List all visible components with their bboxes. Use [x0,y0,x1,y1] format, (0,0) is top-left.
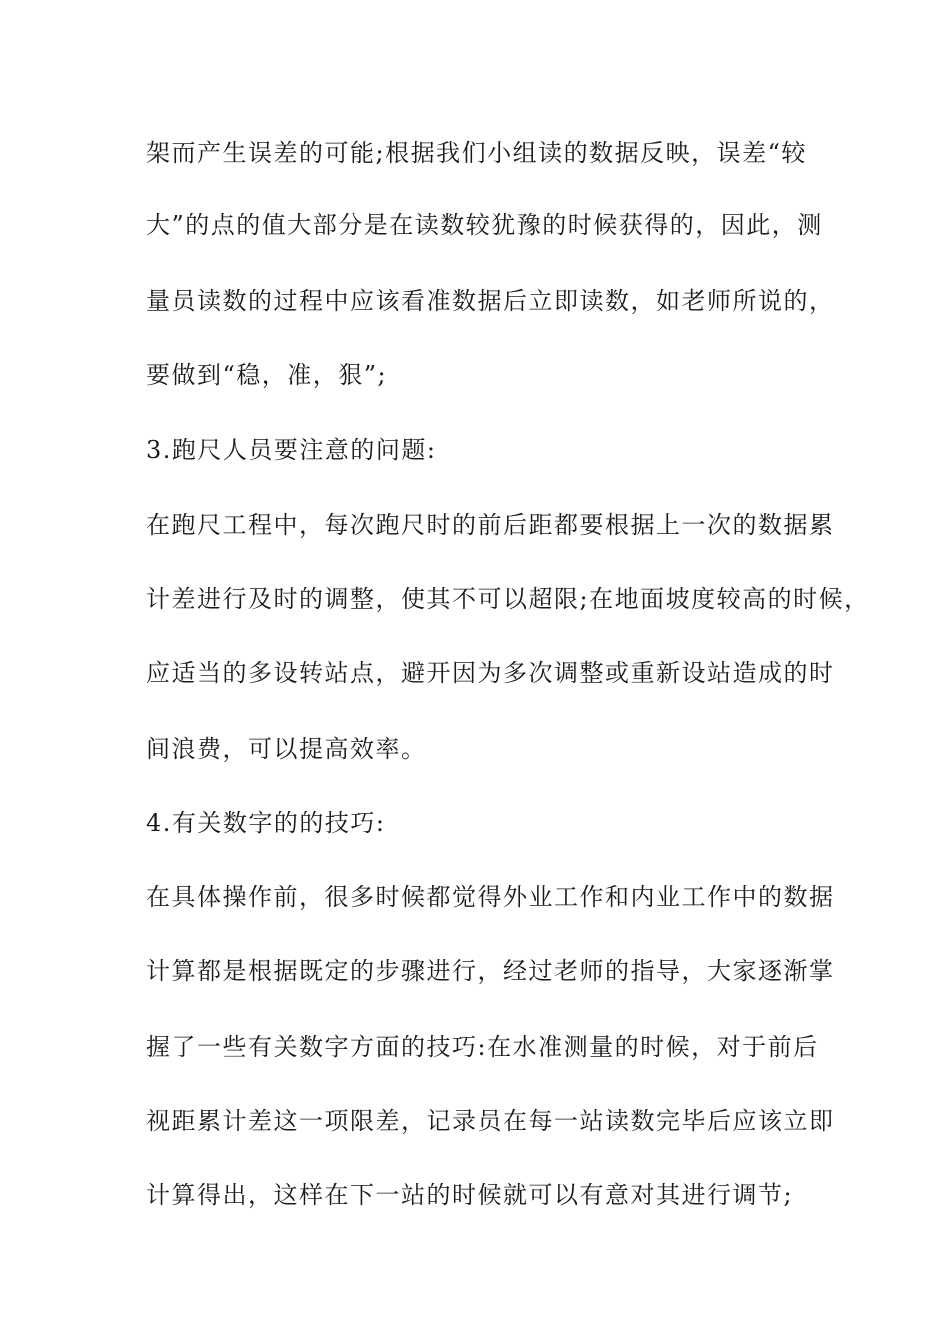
paragraph-line: 架而产生误差的可能;根据我们小组读的数据反映，误差“较 [146,139,807,167]
section-heading: 3.跑尺人员要注意的问题: [146,436,437,464]
section-heading: 4.有关数字的的技巧: [146,809,386,837]
paragraph-line: 计算都是根据既定的步骤进行，经过老师的指导，大家逐渐掌 [146,957,835,985]
paragraph-line: 握了一些有关数字方面的技巧:在水准测量的时候，对于前后 [146,1033,819,1061]
paragraph-line: 计差进行及时的调整，使其不可以超限;在地面坡度较高的时候， [146,585,870,613]
paragraph-line: 大”的点的值大部分是在读数较犹豫的时候获得的，因此，测 [146,211,823,239]
paragraph-line: 在具体操作前，很多时候都觉得外业工作和内业工作中的数据 [146,883,835,911]
paragraph-line: 应适当的多设转站点，避开因为多次调整或重新设站造成的时 [146,659,835,687]
paragraph-line: 要做到“稳，准，狠”; [146,361,388,389]
paragraph-line: 在跑尺工程中，每次跑尺时的前后距都要根据上一次的数据累 [146,511,835,539]
paragraph-line: 间浪费，可以提高效率。 [146,735,427,763]
paragraph-line: 量员读数的过程中应该看准数据后立即读数，如老师所说的， [146,287,835,315]
paragraph-line: 计算得出，这样在下一站的时候就可以有意对其进行调节; [146,1181,794,1209]
paragraph-line: 视距累计差这一项限差，记录员在每一站读数完毕后应该立即 [146,1107,835,1135]
